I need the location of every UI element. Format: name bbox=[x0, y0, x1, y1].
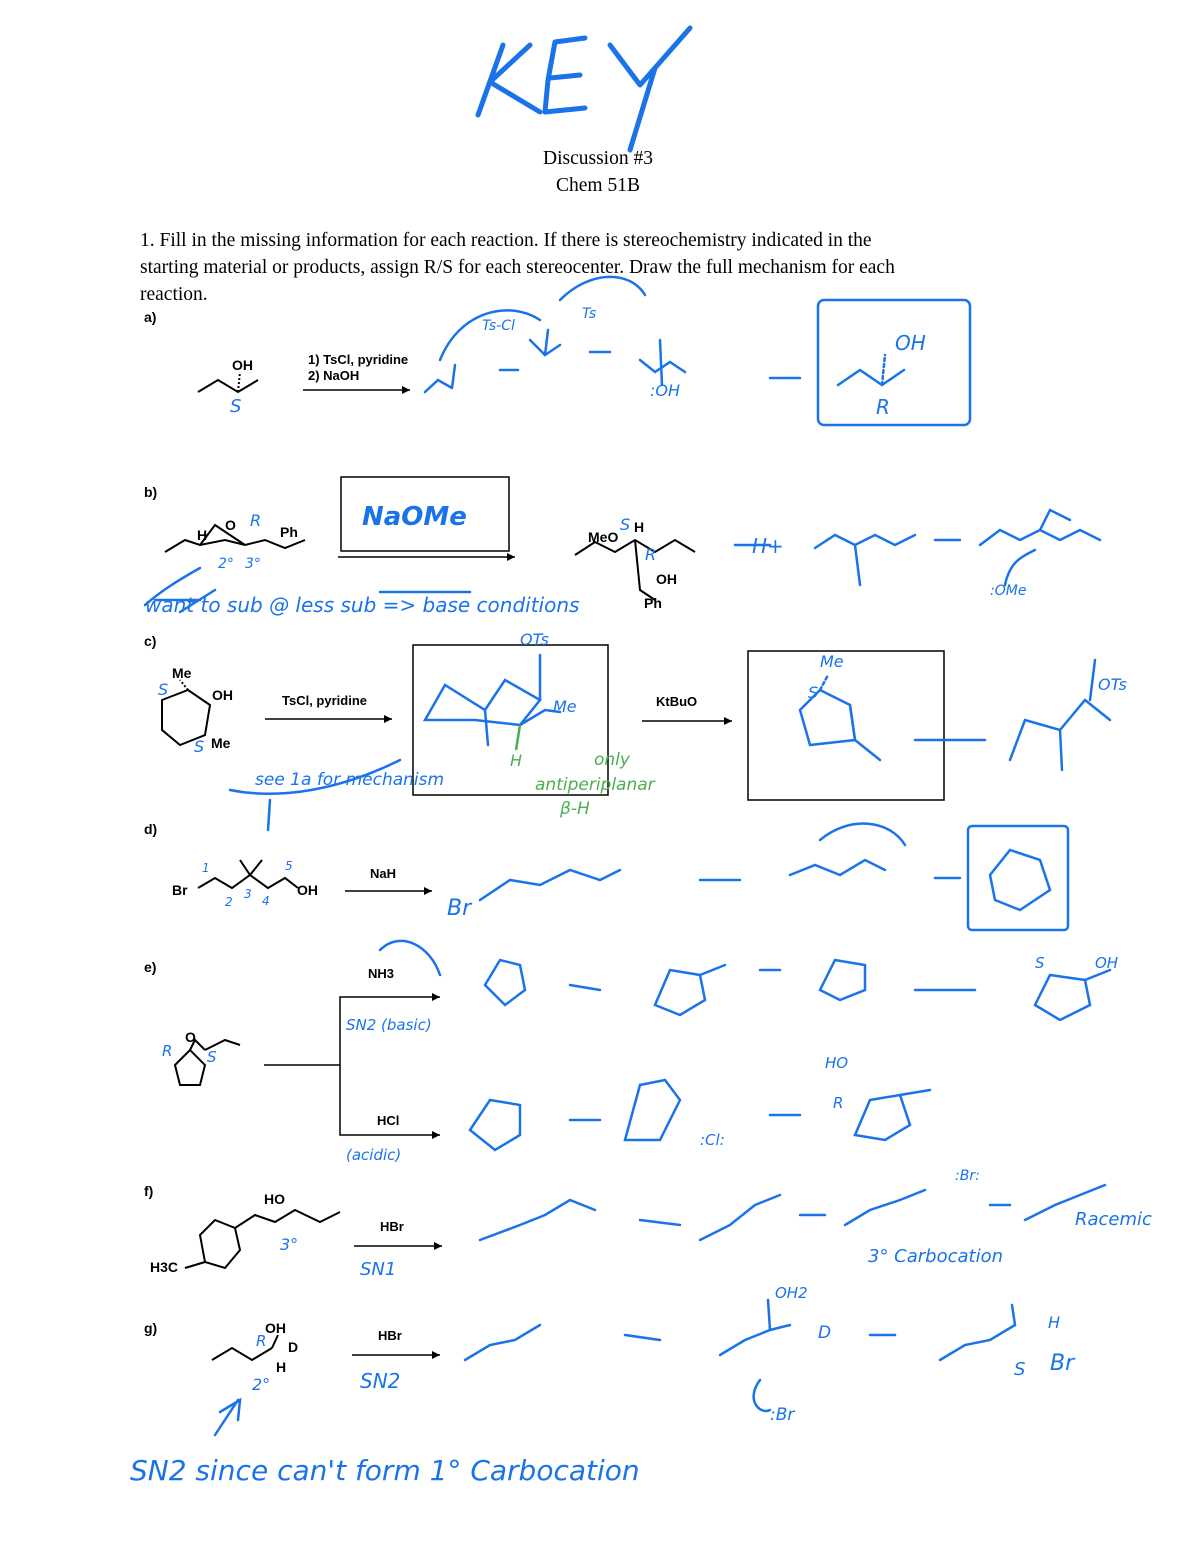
e-sm-o: O bbox=[185, 1029, 196, 1045]
d-sm-oh: OH bbox=[297, 882, 318, 898]
e-reagent-bottom: HCl bbox=[377, 1113, 400, 1128]
c-reagent: TsCl, pyridine bbox=[282, 693, 367, 708]
d-sm-br: Br bbox=[172, 882, 188, 898]
d-num-1: 1 bbox=[202, 861, 210, 875]
d-mech-br: Br bbox=[447, 896, 472, 921]
problem-f-label: f) bbox=[144, 1183, 154, 1199]
a-prod-config: R bbox=[876, 395, 890, 419]
f-reagent: HBr bbox=[380, 1219, 404, 1234]
c-green-note-1: only bbox=[594, 750, 630, 770]
g-cond: SN2 bbox=[360, 1369, 401, 1393]
e-prod-bottom-r: R bbox=[833, 1094, 844, 1112]
c-sm-me-bottom: Me bbox=[211, 735, 231, 751]
g-sm-d: D bbox=[288, 1339, 299, 1355]
b-sm-o: O bbox=[225, 517, 236, 533]
a-mech-tscl: Ts-Cl bbox=[482, 318, 515, 334]
b-prod-r: R bbox=[645, 545, 657, 564]
c-note: see 1a for mechanism bbox=[255, 770, 445, 790]
a-prod-oh: OH bbox=[895, 331, 926, 355]
b-prod-h: H bbox=[634, 519, 645, 535]
problem-g-label: g) bbox=[144, 1320, 158, 1336]
g-mech-br: :Br bbox=[770, 1405, 795, 1425]
problem-g bbox=[130, 1284, 1076, 1487]
problem-a bbox=[144, 277, 970, 425]
g-mech-oh2: OH2 bbox=[775, 1284, 808, 1302]
f-mech-note: 3° Carbocation bbox=[868, 1246, 1004, 1267]
b-prod-oh: OH bbox=[656, 571, 677, 587]
a-reagent-1: 1) TsCl, pyridine bbox=[308, 352, 409, 367]
problem-c-label: c) bbox=[144, 633, 157, 649]
c-int-h: H bbox=[510, 751, 523, 770]
g-sm-oh: OH bbox=[265, 1320, 286, 1336]
instructions-line-1: 1. Fill in the missing information for each reaction. If there is stereochemistry indicated in the bbox=[140, 230, 872, 251]
f-sm-3: 3° bbox=[280, 1235, 299, 1254]
b-mech-h: H+ bbox=[752, 534, 784, 558]
problem-d bbox=[144, 821, 1068, 930]
key-handwriting bbox=[478, 28, 690, 150]
f-mech-br: :Br: bbox=[955, 1168, 980, 1184]
e-prod-bottom-ho: HO bbox=[825, 1054, 849, 1072]
b-prod-ph: Ph bbox=[644, 595, 662, 611]
c-green-note-2: antiperiplanar bbox=[535, 775, 655, 795]
f-sm-h3c: H3C bbox=[150, 1259, 179, 1275]
e-prod-top-oh: OH bbox=[1095, 954, 1119, 972]
problem-b bbox=[144, 477, 1100, 617]
c-prod-s: S bbox=[808, 683, 819, 702]
d-reagent: NaH bbox=[370, 866, 397, 881]
c-sm-s1: S bbox=[158, 680, 169, 699]
problem-d-label: d) bbox=[144, 821, 158, 837]
a-sm-config: S bbox=[230, 396, 242, 417]
d-num-5: 5 bbox=[285, 859, 293, 873]
e-cond-bottom: (acidic) bbox=[346, 1146, 402, 1164]
b-sm-ph: Ph bbox=[280, 524, 298, 540]
g-sm-h: H bbox=[276, 1359, 287, 1375]
b-prod-meo: MeO bbox=[588, 529, 619, 545]
b-note: want to sub @ less sub => base conditions bbox=[145, 593, 580, 617]
d-num-3: 3 bbox=[244, 887, 252, 901]
d-num-4: 4 bbox=[262, 894, 270, 908]
problem-e-label: e) bbox=[144, 959, 157, 975]
b-answer: NaOMe bbox=[362, 502, 467, 532]
course-title: Chem 51B bbox=[556, 175, 640, 196]
e-mech-cl: :Cl: bbox=[700, 1131, 725, 1149]
g-prod-h: H bbox=[1048, 1313, 1061, 1332]
problem-e bbox=[144, 941, 1118, 1164]
f-prod: Racemic bbox=[1075, 1209, 1152, 1230]
f-cond: SN1 bbox=[360, 1259, 397, 1280]
instructions-line-2: starting material or products, assign R/S for each stereocenter. Draw the full mechanism for each bbox=[140, 257, 895, 278]
c-prod-me: Me bbox=[820, 652, 844, 671]
b-sm-3: 3° bbox=[245, 556, 261, 572]
c-sm-oh: OH bbox=[212, 687, 233, 703]
c-reagent-2: KtBuO bbox=[656, 694, 698, 709]
b-sm-h: H bbox=[197, 527, 208, 543]
problem-f bbox=[144, 1168, 1152, 1280]
g-reagent: HBr bbox=[378, 1328, 402, 1343]
c-mech-ots: OTs bbox=[1098, 675, 1127, 694]
e-sm-r: R bbox=[162, 1042, 173, 1060]
b-prod-s: S bbox=[620, 515, 631, 534]
a-mech-oh: :OH bbox=[650, 381, 681, 400]
f-sm-ho: HO bbox=[264, 1191, 285, 1207]
b-sm-r: R bbox=[250, 511, 262, 530]
e-reagent-top: NH3 bbox=[368, 966, 395, 981]
discussion-title: Discussion #3 bbox=[543, 148, 653, 169]
g-note: SN2 since can't form 1° Carbocation bbox=[130, 1454, 640, 1487]
c-green-note-3: β-H bbox=[560, 799, 590, 819]
e-cond-top: SN2 (basic) bbox=[346, 1016, 432, 1034]
a-mech-ts: Ts bbox=[582, 306, 597, 322]
g-sm-r: R bbox=[256, 1332, 267, 1350]
a-reagent-2: 2) NaOH bbox=[308, 368, 360, 383]
c-int-me: Me bbox=[553, 697, 577, 716]
g-mech-d: D bbox=[818, 1323, 832, 1343]
b-sm-2: 2° bbox=[218, 556, 234, 572]
c-sm-me-top: Me bbox=[172, 665, 192, 681]
e-sm-s: S bbox=[207, 1048, 217, 1066]
problem-b-label: b) bbox=[144, 484, 158, 500]
c-int-ots: OTs bbox=[520, 630, 549, 649]
b-mech-ome: :OMe bbox=[990, 583, 1027, 599]
c-sm-s2: S bbox=[194, 737, 205, 756]
g-prod-s: S bbox=[1014, 1359, 1026, 1380]
problem-a-label: a) bbox=[144, 309, 157, 325]
a-sm-oh: OH bbox=[232, 357, 253, 373]
d-num-2: 2 bbox=[225, 895, 233, 909]
e-prod-top-s: S bbox=[1035, 954, 1045, 972]
g-prod-br: Br bbox=[1050, 1351, 1075, 1376]
instructions-line-3: reaction. bbox=[140, 284, 208, 305]
problem-c bbox=[144, 630, 1127, 830]
g-sm-2: 2° bbox=[252, 1375, 271, 1394]
